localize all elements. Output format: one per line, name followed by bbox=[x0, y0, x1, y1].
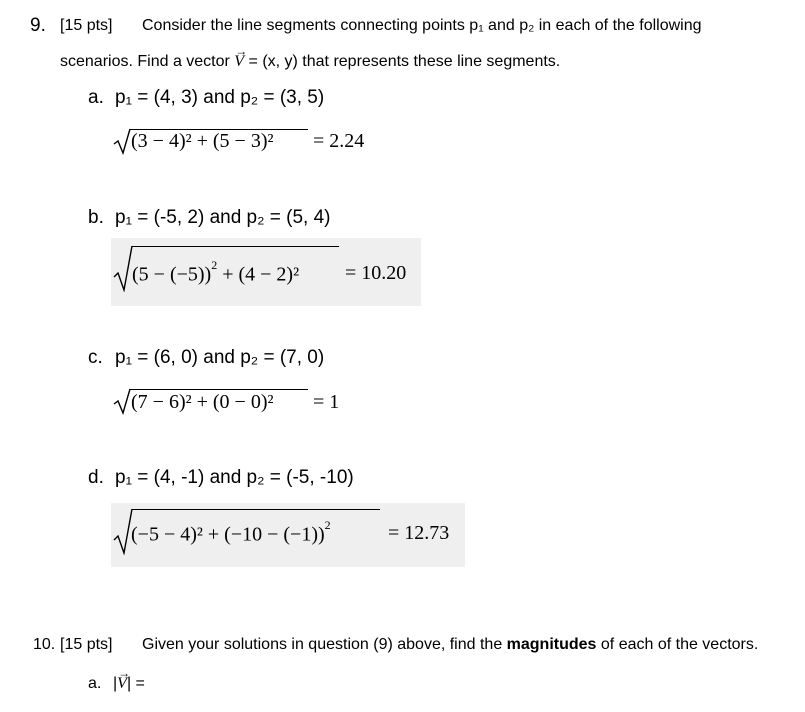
question-9-points: [15 pts] bbox=[60, 17, 113, 34]
item-a-letter: a. bbox=[88, 87, 104, 108]
item-c-formula: (7 − 6)² + (0 − 0)² bbox=[131, 391, 274, 413]
question-10-points: [15 pts] bbox=[60, 636, 113, 653]
item-b-exponent: 2 bbox=[211, 258, 218, 272]
item-d-formula-part1: (−5 − 4)² + (−10 − (−1)) bbox=[131, 523, 325, 546]
item-b-formula bbox=[132, 258, 300, 287]
item-c-label: p₁ = (6, 0) and p₂ = (7, 0) bbox=[115, 347, 325, 368]
question-9-prompt-line2 bbox=[60, 44, 561, 71]
prompt-text-post: = (x, y) that represents these line segments. bbox=[244, 53, 561, 70]
item-d-exponent: 2 bbox=[324, 518, 331, 532]
item-d-result: = 12.73 bbox=[388, 522, 450, 544]
q10-text-pre: Given your solutions in question (9) above, find the bbox=[142, 636, 507, 653]
item-d-letter: d. bbox=[88, 467, 104, 488]
vector-arrow-icon: → bbox=[235, 44, 248, 58]
question-10-prompt bbox=[142, 636, 758, 654]
item-b-formula-part2: + (4 − 2)² bbox=[217, 263, 300, 286]
magnitude-bar-right: | = bbox=[126, 675, 145, 692]
vector-arrow-icon: → bbox=[118, 666, 131, 680]
question-9-number: 9. bbox=[30, 15, 46, 36]
item-a-label: p₁ = (4, 3) and p₂ = (3, 5) bbox=[115, 87, 325, 108]
sqrt-overline bbox=[132, 246, 339, 247]
q10-text-post: of each of the vectors. bbox=[596, 636, 759, 653]
item-b-letter: b. bbox=[88, 207, 104, 228]
item-d-formula bbox=[131, 518, 331, 547]
question-10-number: 10. bbox=[33, 636, 56, 653]
magnitude-bar-left: | bbox=[113, 675, 118, 692]
vector-v-symbol: → V bbox=[117, 666, 131, 692]
question-9-prompt-line1: Consider the line segments connecting points p₁ and p₂ in each of the following bbox=[142, 17, 702, 34]
vector-v-symbol: → V bbox=[234, 44, 248, 70]
prompt-text-pre: scenarios. Find a vector bbox=[60, 53, 235, 70]
item-d-label: p₁ = (4, -1) and p₂ = (-5, -10) bbox=[115, 467, 354, 488]
q10-item-a-expression bbox=[113, 666, 145, 693]
sqrt-sign-icon bbox=[112, 127, 132, 157]
item-c-result: = 1 bbox=[313, 391, 340, 413]
item-a-result: = 2.24 bbox=[313, 130, 365, 152]
sqrt-sign-icon bbox=[112, 387, 132, 417]
item-b-result: = 10.20 bbox=[345, 262, 407, 284]
item-a-formula: (3 − 4)² + (5 − 3)² bbox=[131, 130, 274, 152]
q10-item-a-letter: a. bbox=[88, 675, 102, 692]
item-c-letter: c. bbox=[88, 347, 103, 368]
sqrt-overline bbox=[132, 509, 380, 510]
item-b-formula-part1: (5 − (−5)) bbox=[132, 263, 212, 286]
q10-text-bold: magnitudes bbox=[506, 636, 597, 653]
item-b-label: p₁ = (-5, 2) and p₂ = (5, 4) bbox=[115, 207, 331, 228]
sqrt-sign-icon bbox=[112, 244, 134, 292]
